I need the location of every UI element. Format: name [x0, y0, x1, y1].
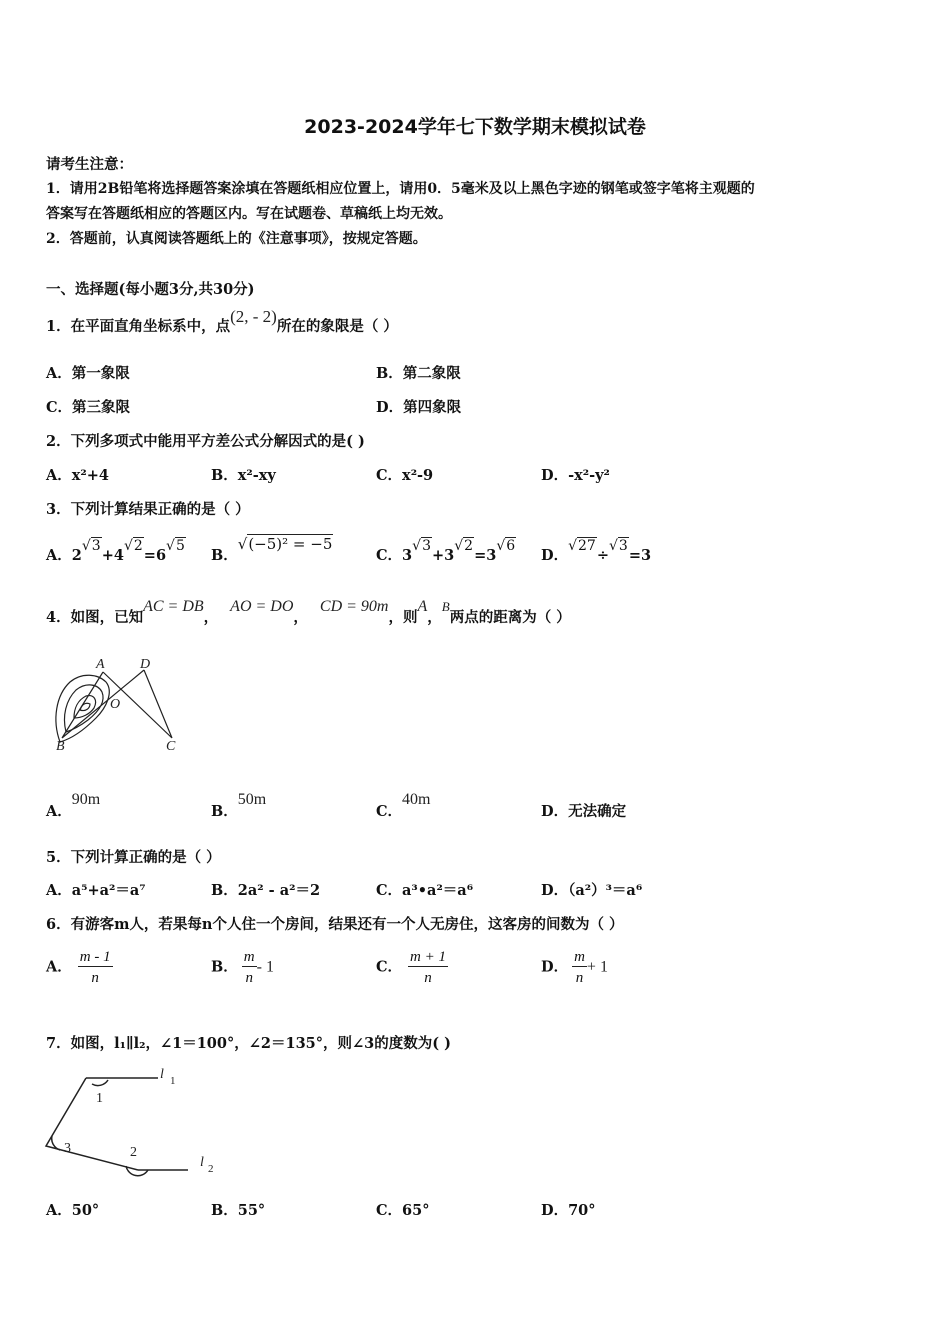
q6-c-den: n [424, 970, 432, 986]
q3-a-sqrt2: √2 [123, 538, 143, 554]
q5-option-b[interactable]: B．2a² - a²＝2 [211, 882, 321, 899]
q6-stem: 6．有游客m人，若果每n个人住一个房间，结果还有一个人无房住，这客房的间数为（ ） [46, 916, 624, 933]
q4-label-c: C [166, 739, 176, 754]
q1-stem [46, 307, 398, 336]
q6-d-num: m [574, 949, 585, 965]
q2-b-label: B． [211, 467, 238, 484]
q2-b-expr: x²-xy [237, 467, 276, 484]
q2-a-expr: x²+4 [71, 467, 109, 484]
q2-d-expr: -x²-y² [568, 467, 610, 484]
q7-label-l2-sub: 2 [208, 1163, 214, 1175]
q6-d-fraction [572, 948, 587, 987]
q4-cond-ac-db: AC = DB [143, 598, 204, 615]
q3-a-label: A． [46, 547, 72, 564]
q7-label-l1-sub: 1 [170, 1075, 176, 1087]
q3-option-d[interactable] [541, 538, 652, 565]
q4-option-d[interactable]: D．无法确定 [541, 803, 627, 820]
q1-stem-post: 所在的象限是（ ） [276, 318, 398, 335]
q6-a-num: m - 1 [79, 949, 111, 965]
q7-angle1-arc [92, 1080, 108, 1086]
q2-option-a[interactable] [46, 464, 109, 485]
q1-point: (2, - 2) [230, 307, 277, 326]
q2-a-label: A． [46, 467, 72, 484]
q3-a-coef1: 2 [71, 547, 82, 564]
q7-transversal [46, 1078, 138, 1170]
q4-option-b[interactable] [211, 791, 267, 821]
q7-label-angle3: 3 [64, 1141, 71, 1156]
q3-d-label: D． [541, 547, 569, 564]
q6-c-num: m + 1 [410, 949, 447, 965]
q4-point-b: B [441, 599, 450, 614]
q3-d-result: =3 [628, 547, 652, 564]
q6-option-c[interactable] [376, 948, 448, 987]
q2-stem: 2．下列多项式中能用平方差公式分解因式的是( ) [46, 433, 365, 450]
q4-a-value: 90m [71, 791, 101, 808]
q3-a-sqrt3: √5 [166, 538, 185, 554]
q4-stem-pre: 4．如图，已知 [46, 609, 144, 626]
q4-stem-post: 两点的距离为（ ） [449, 609, 571, 626]
q3-a-rad2: 2 [133, 538, 143, 554]
q3-c-label: C． [376, 547, 403, 564]
q3-b-sqrt: √(−5)² = −5 [237, 535, 333, 553]
q6-a-den: n [91, 970, 99, 986]
q6-option-d[interactable] [541, 948, 608, 987]
q3-d-sqrt2: √3 [608, 538, 628, 554]
q3-d-sqrt1: √27 [568, 538, 596, 554]
q6-d-den: n [575, 970, 584, 986]
q3-option-c[interactable] [376, 538, 516, 565]
q4-point-a: A [417, 598, 428, 615]
q4-option-a[interactable] [46, 791, 101, 821]
q4-label-d: D [140, 657, 151, 672]
q6-d-label: D． [541, 958, 569, 976]
q1-option-d[interactable]: D．第四象限 [376, 399, 462, 416]
q3-a-rad1: 3 [91, 538, 101, 554]
q3-d-rad1: 27 [578, 538, 596, 554]
q7-figure [42, 1062, 232, 1182]
notice-heading: 请考生注意： [46, 156, 133, 173]
q7-label-l2: l [200, 1155, 204, 1170]
q6-b-num: m [243, 949, 255, 965]
notice-line-2: 答案写在答题纸相应的答题区内。写在试题卷、草稿纸上均无效。 [46, 206, 452, 222]
q4-a-label: A． [46, 803, 72, 820]
q3-c-sqrt1: √3 [412, 538, 431, 554]
page-title: 2023-2024学年七下数学期末模拟试卷 [304, 116, 646, 138]
q4-c-label: C． [376, 803, 403, 820]
q4-stem-mid: ，则 [388, 609, 418, 626]
q2-option-d[interactable] [541, 464, 610, 485]
q5-stem: 5．下列计算正确的是（ ） [46, 849, 221, 866]
q3-a-sqrt1: √3 [81, 538, 101, 554]
q3-stem: 3．下列计算结果正确的是（ ） [46, 501, 250, 518]
q3-a-rad3: 5 [175, 538, 185, 554]
q5-option-a[interactable]: A．a⁵+a²＝a⁷ [46, 882, 146, 899]
q4-label-a: A [96, 657, 105, 672]
q3-c-result: =3 [474, 547, 497, 564]
q6-b-fraction [242, 948, 257, 987]
q1-option-a[interactable]: A．第一象限 [46, 365, 130, 382]
q4-figure-pond-inner [74, 696, 96, 718]
q4-b-value: 50m [237, 791, 267, 808]
q1-stem-pre: 1．在平面直角坐标系中，点 [46, 318, 231, 335]
q7-label-angle1: 1 [96, 1091, 103, 1106]
q6-option-b[interactable] [211, 948, 274, 987]
q1-option-c[interactable]: C．第三象限 [46, 399, 131, 416]
q7-option-c[interactable]: C．65° [376, 1202, 430, 1219]
q3-c-sqrt2: √2 [454, 538, 474, 554]
q2-option-c[interactable] [376, 464, 433, 485]
notice-line-3: 2．答题前，认真阅读答题纸上的《注意事项》，按规定答题。 [46, 231, 427, 247]
q5-option-c[interactable]: C．a³•a²＝a⁶ [376, 882, 474, 899]
q6-b-tail: - 1 [256, 958, 274, 976]
q6-b-label: B． [211, 958, 238, 976]
q3-c-rad1: 3 [422, 538, 431, 554]
q6-d-tail: + 1 [586, 958, 608, 976]
q3-c-rad3: 6 [506, 538, 516, 554]
q3-c-coef2: +3 [431, 547, 455, 564]
q4-cond-ao-do: AO = DO [230, 598, 294, 615]
q3-option-a[interactable] [46, 538, 186, 565]
q5-option-d[interactable]: D．（a²）³＝a⁶ [541, 882, 643, 899]
q7-option-a[interactable]: A．50° [46, 1202, 100, 1219]
q3-d-rad2: 3 [618, 538, 628, 554]
q7-label-angle2: 2 [130, 1145, 137, 1160]
q7-option-d[interactable]: D．70° [541, 1202, 596, 1219]
q2-c-label: C． [376, 467, 403, 484]
q3-b-expr: (−5)² = −5 [248, 535, 333, 553]
q4-label-o: O [110, 697, 121, 712]
q3-c-coef1: 3 [402, 547, 413, 564]
q7-label-l1: l [160, 1067, 164, 1082]
q3-a-result: =6 [143, 547, 167, 564]
q4-c-value: 40m [402, 791, 431, 808]
q4-option-c[interactable] [376, 791, 431, 821]
notice-line-1: 1．请用2B铅笔将选择题答案涂填在答题纸相应位置上，请用0．5毫米及以上黑色字迹的钢笔或签字笔将主观题的 [46, 181, 755, 197]
q1-option-b[interactable]: B．第二象限 [376, 365, 461, 382]
q6-a-fraction [78, 948, 113, 987]
q6-c-fraction [408, 948, 448, 987]
q3-b-label: B． [211, 547, 238, 564]
q4-cond-cd: CD = 90m [319, 598, 389, 615]
q3-a-coef2: +4 [101, 547, 124, 564]
q2-d-label: D． [541, 467, 569, 484]
q4-label-b: B [56, 739, 65, 754]
q4-figure [48, 650, 188, 760]
section-heading: 一、选择题(每小题3分,共30分) [46, 281, 255, 298]
q7-option-b[interactable]: B．55° [211, 1202, 266, 1219]
q7-stem: 7．如图，l₁∥l₂，∠1＝100°，∠2＝135°，则∠3的度数为( ) [46, 1035, 452, 1052]
q6-b-den: n [245, 970, 253, 986]
q2-c-expr: x²-9 [402, 467, 434, 484]
q3-d-divide: ÷ [596, 547, 609, 564]
q4-stem: 4．如图，已知AC = DB，AO = DO，CD = 90m，则A，B两点的距离为（ ） [46, 598, 571, 626]
q4-b-label: B． [211, 803, 238, 820]
q3-c-sqrt3: √6 [496, 538, 516, 554]
q6-c-label: C． [376, 958, 403, 976]
q3-c-rad2: 2 [464, 538, 474, 554]
q3-option-b[interactable] [211, 535, 333, 565]
q6-option-a[interactable] [46, 948, 113, 987]
q2-option-b[interactable] [211, 464, 276, 485]
q6-a-label: A． [46, 958, 72, 976]
q4-figure-pond-outer [56, 675, 109, 742]
